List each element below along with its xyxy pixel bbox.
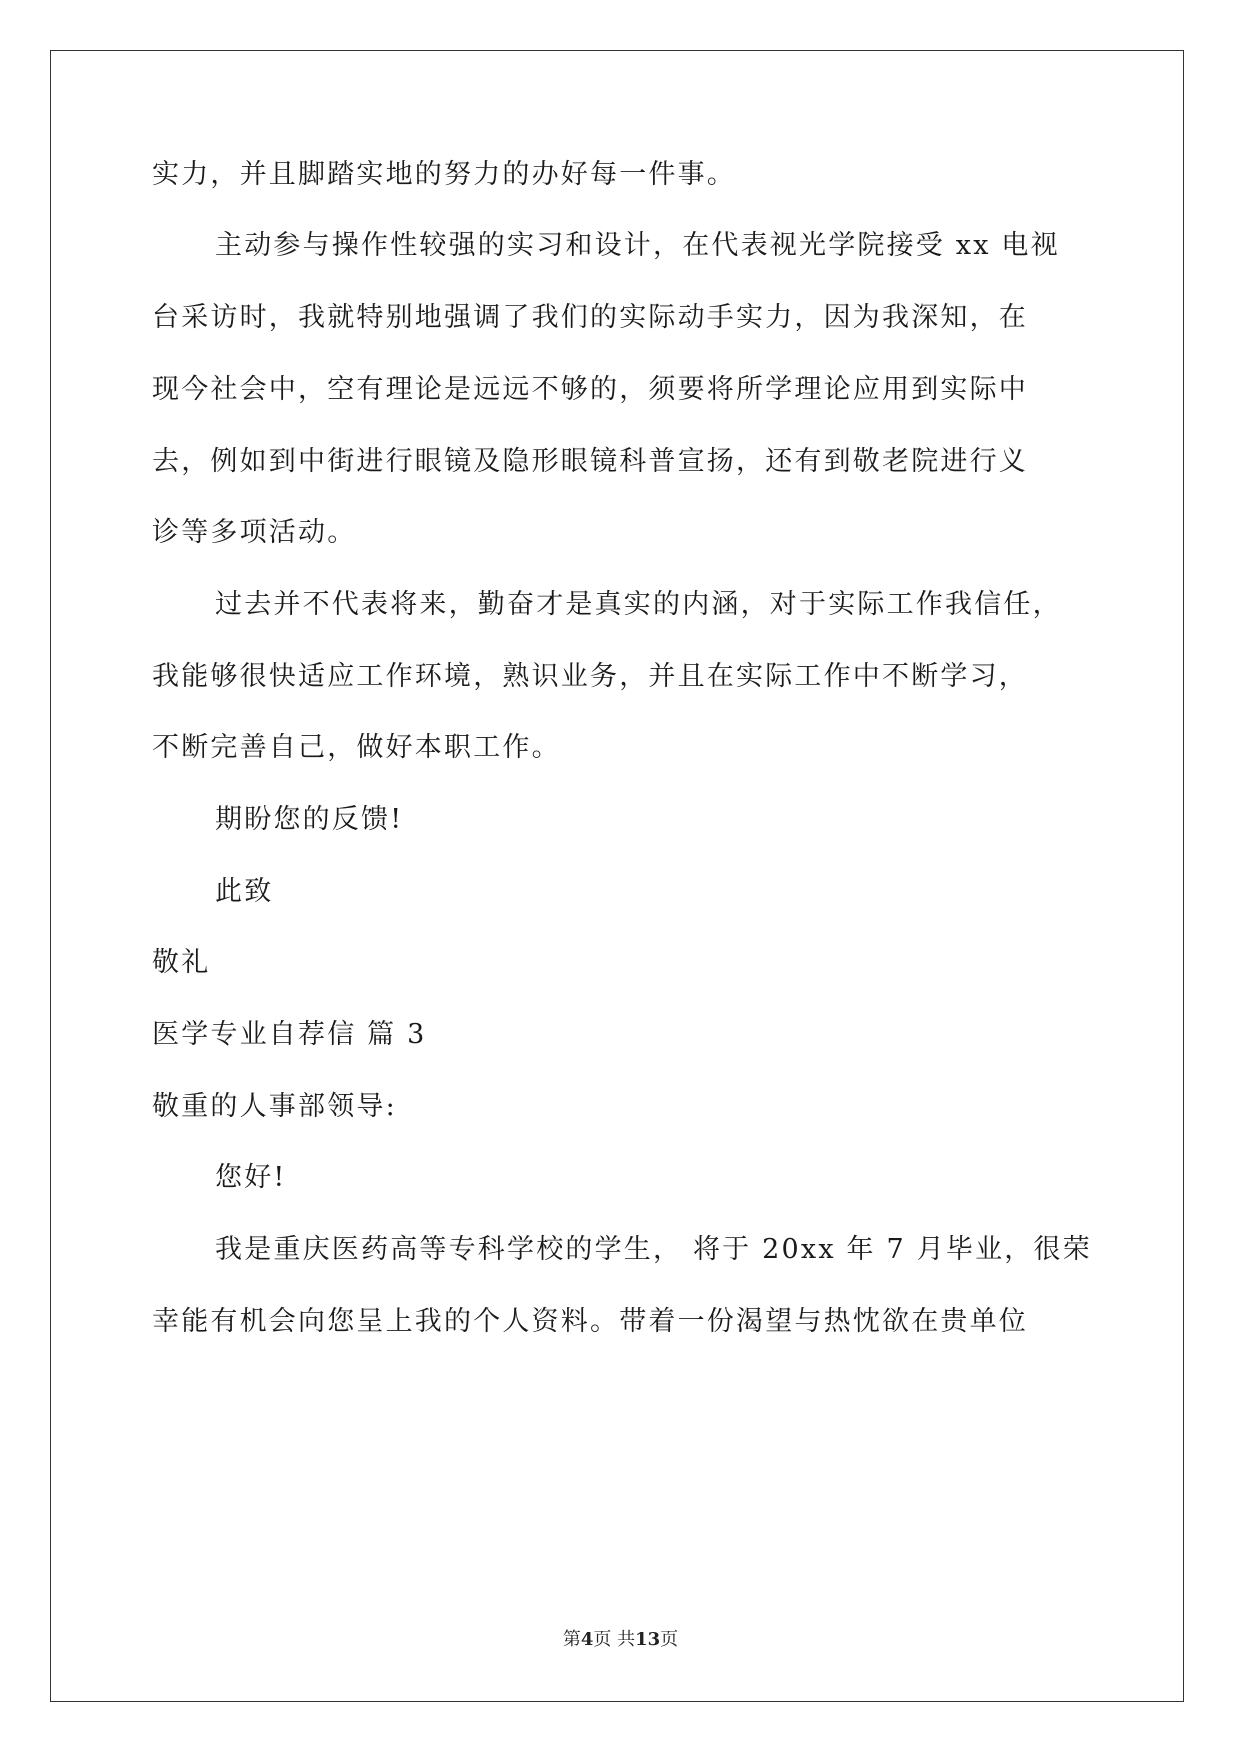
greeting: 您好! <box>215 1162 287 1193</box>
salutation: 敬重的人事部领导: <box>152 1091 397 1122</box>
text-line: 幸能有机会向您呈上我的个人资料。带着一份渴望与热忱欲在贵单位 <box>152 1306 1028 1337</box>
text-line: 敬礼 <box>152 947 211 978</box>
page-footer <box>0 1625 1241 1651</box>
footer-prefix: 第 <box>562 1629 581 1650</box>
page-number: 4 <box>580 1629 594 1650</box>
footer-mid: 页 共 <box>593 1629 636 1650</box>
text-line: 主动参与操作性较强的实习和设计，在代表视光学院接受 xx 电视 <box>215 230 1060 261</box>
text-line: 此致 <box>215 876 274 907</box>
text-line: 期盼您的反馈! <box>215 804 404 835</box>
total-pages: 13 <box>635 1629 661 1650</box>
text-line: 去，例如到中街进行眼镜及隐形眼镜科普宣扬，还有到敬老院进行义 <box>152 446 1028 477</box>
footer-suffix: 页 <box>660 1629 679 1650</box>
text-line: 诊等多项活动。 <box>152 517 357 548</box>
text-line: 现今社会中，空有理论是远远不够的，须要将所学理论应用到实际中 <box>152 374 1028 405</box>
text-line: 台采访时，我就特别地强调了我们的实际动手实力，因为我深知，在 <box>152 302 1028 333</box>
text-line: 不断完善自己，做好本职工作。 <box>152 732 561 763</box>
text-line: 我能够很快适应工作环境，熟识业务，并且在实际工作中不断学习， <box>152 661 1028 692</box>
text-line: 过去并不代表将来，勤奋才是真实的内涵，对于实际工作我信任， <box>215 589 1062 620</box>
text-line: 实力，并且脚踏实地的努力的办好每一件事。 <box>152 159 736 190</box>
section-heading: 医学专业自荐信 篇 3 <box>152 1019 427 1050</box>
text-line: 我是重庆医药高等专科学校的学生， 将于 20xx 年 7 月毕业，很荣 <box>215 1234 1092 1265</box>
